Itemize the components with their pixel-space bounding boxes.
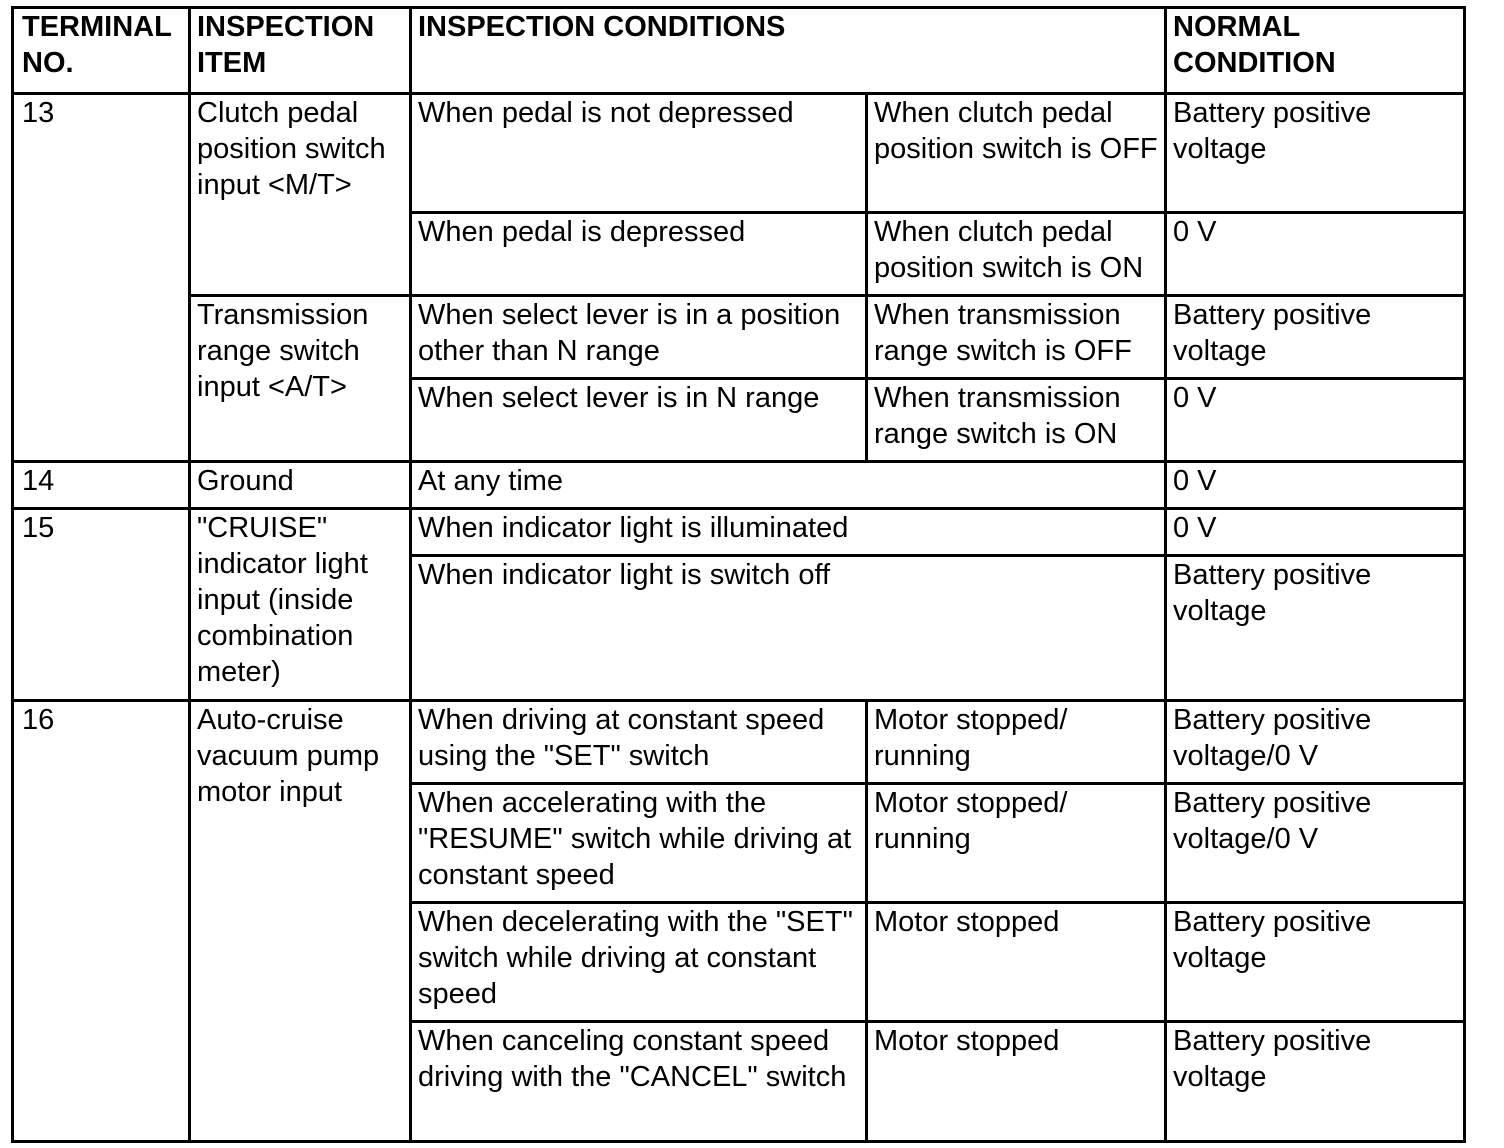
inspection-state: Motor stopped xyxy=(867,903,1166,1022)
inspection-condition: When decelerating with the "SET" switch while driving at constant speed xyxy=(411,903,867,1022)
normal-condition: Battery positive voltage xyxy=(1166,296,1465,379)
terminal-number: 14 xyxy=(13,462,190,509)
terminal-number: 15 xyxy=(13,509,190,701)
inspection-state: When clutch pedal position switch is OFF xyxy=(867,94,1166,213)
normal-condition: 0 V xyxy=(1166,509,1465,556)
normal-condition: 0 V xyxy=(1166,379,1465,462)
normal-condition: Battery positive voltage xyxy=(1166,1022,1465,1142)
inspection-state: When transmission range switch is OFF xyxy=(867,296,1166,379)
inspection-item: Clutch pedal position switch input <M/T> xyxy=(190,94,411,296)
inspection-state: Motor stopped/ running xyxy=(867,701,1166,784)
inspection-condition: When indicator light is illuminated xyxy=(411,509,1166,556)
table-row xyxy=(13,296,1465,379)
inspection-condition: When canceling constant speed driving with the "CANCEL" switch xyxy=(411,1022,867,1142)
normal-condition: Battery positive voltage/0 V xyxy=(1166,784,1465,903)
table-row xyxy=(13,509,1465,556)
inspection-condition: When pedal is depressed xyxy=(411,213,867,296)
header-normal-condition: NORMAL CONDITION xyxy=(1166,8,1465,94)
normal-condition: Battery positive voltage xyxy=(1166,94,1465,213)
inspection-table xyxy=(11,6,1466,1143)
inspection-item: Transmission range switch input <A/T> xyxy=(190,296,411,462)
normal-condition: 0 V xyxy=(1166,213,1465,296)
terminal-number: 16 xyxy=(13,701,190,1142)
table-row xyxy=(13,701,1465,784)
inspection-condition: When select lever is in N range xyxy=(411,379,867,462)
inspection-item: Auto-cruise vacuum pump motor input xyxy=(190,701,411,1142)
normal-condition: Battery positive voltage/0 V xyxy=(1166,701,1465,784)
inspection-condition: When select lever is in a position other than N range xyxy=(411,296,867,379)
inspection-condition: When indicator light is switch off xyxy=(411,556,1166,701)
inspection-state: Motor stopped/ running xyxy=(867,784,1166,903)
inspection-condition: When accelerating with the "RESUME" switch while driving at constant speed xyxy=(411,784,867,903)
header-inspection-conditions: INSPECTION CONDITIONS xyxy=(411,8,1166,94)
terminal-number: 13 xyxy=(13,94,190,462)
inspection-condition: When pedal is not depressed xyxy=(411,94,867,213)
inspection-item: "CRUISE" indicator light input (inside combination meter) xyxy=(190,509,411,701)
normal-condition: Battery positive voltage xyxy=(1166,903,1465,1022)
inspection-item: Ground xyxy=(190,462,411,509)
normal-condition: Battery positive voltage xyxy=(1166,556,1465,701)
inspection-state: Motor stopped xyxy=(867,1022,1166,1142)
header-terminal-no: TERMINAL NO. xyxy=(13,8,190,94)
inspection-condition: At any time xyxy=(411,462,1166,509)
inspection-condition: When driving at constant speed using the "SET" switch xyxy=(411,701,867,784)
header-inspection-item: INSPECTION ITEM xyxy=(190,8,411,94)
normal-condition: 0 V xyxy=(1166,462,1465,509)
inspection-state: When transmission range switch is ON xyxy=(867,379,1166,462)
header-row xyxy=(13,8,1465,94)
table-row xyxy=(13,94,1465,213)
inspection-state: When clutch pedal position switch is ON xyxy=(867,213,1166,296)
table-row xyxy=(13,462,1465,509)
